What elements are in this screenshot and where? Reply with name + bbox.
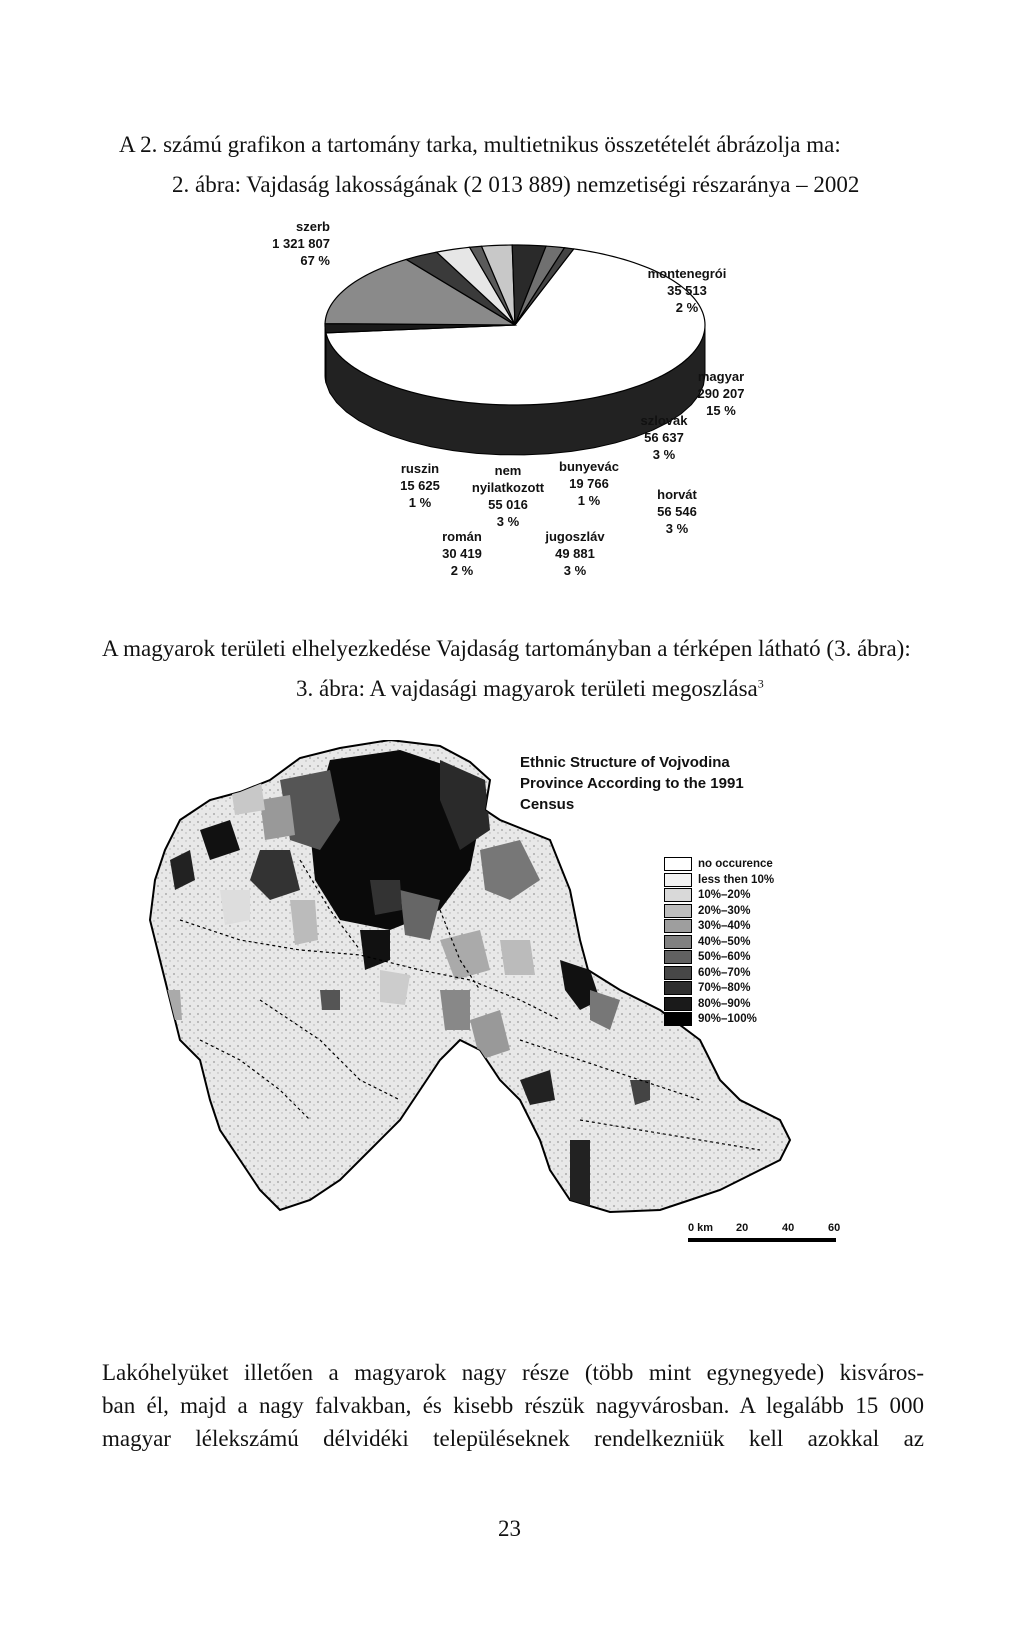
paragraph-line-1: Lakóhelyüket illetően a magyarok nagy része (több mint egynegyede) kisváros- — [102, 1360, 924, 1385]
label-magyar-percent: 15 % — [706, 403, 736, 418]
label-jugoszlav-name: jugoszláv — [545, 529, 605, 544]
label-magyar-value: 290 207 — [697, 386, 745, 401]
legend-row — [664, 904, 750, 918]
scale-label-20: 20 — [736, 1222, 749, 1234]
legend-label: 40%–50% — [698, 935, 751, 948]
legend-row — [664, 966, 750, 980]
label-jugoszlav-value: 49 881 — [555, 546, 595, 561]
label-nem-nyilatkozott — [458, 462, 558, 530]
label-montenegroi — [642, 265, 732, 316]
label-szlovak-percent: 3 % — [652, 447, 676, 462]
paragraph-line-3: magyar lélekszámú délvidéki településeknek rendelkezniük kell azokkal az — [102, 1426, 924, 1451]
label-horvat-percent: 3 % — [665, 521, 689, 536]
legend-swatch — [664, 904, 692, 918]
legend-swatch — [664, 966, 692, 980]
legend-label: 20%–30% — [698, 904, 751, 917]
label-nyilatkozott: nyilatkozott — [471, 480, 545, 495]
map-title — [520, 752, 744, 815]
label-horvat-name: horvát — [657, 487, 697, 502]
label-ruszin — [394, 460, 446, 511]
label-bunyevac — [556, 458, 622, 509]
intro-line: A 2. számú grafikon a tartomány tarka, multietnikus összetételét ábrázolja ma: — [119, 132, 841, 157]
legend-swatch — [664, 950, 692, 964]
label-roman-percent: 2 % — [450, 563, 474, 578]
map-intro-line: A magyarok területi elhelyezkedése Vajdaság tartományban a térképen látható (3. ábra): — [102, 636, 911, 661]
legend-row — [664, 997, 750, 1011]
legend-swatch — [664, 1012, 692, 1026]
legend-row — [664, 981, 750, 995]
legend-swatch — [664, 857, 692, 871]
label-magyar-name: magyar — [697, 369, 745, 384]
label-szerb-value: 1 321 807 — [272, 236, 330, 251]
scale-label-0: 0 km — [688, 1222, 714, 1234]
legend-swatch — [664, 888, 692, 902]
figure-3-caption: 3. ábra: A vajdasági magyarok területi megoszlása — [296, 676, 758, 701]
label-roman — [436, 528, 488, 579]
legend-row — [664, 950, 750, 964]
scale-bar — [688, 1222, 848, 1262]
legend-swatch — [664, 997, 692, 1011]
label-szerb — [260, 218, 330, 269]
legend-label: 70%–80% — [698, 982, 751, 994]
body-paragraph — [102, 1356, 924, 1455]
paragraph-line-2: ban él, majd a nagy falvakban, és kisebb részük nagyvárosban. A legalább 15 000 — [102, 1393, 924, 1418]
label-montenegroi-value: 35 513 — [667, 283, 707, 298]
map-title-line-1: Ethnic Structure of Vojvodina — [520, 754, 730, 771]
scale-label-60: 60 — [828, 1222, 841, 1234]
legend-swatch — [664, 873, 692, 887]
legend-label: 80%–90% — [698, 997, 751, 1010]
legend-row — [664, 873, 774, 887]
legend-swatch — [664, 935, 692, 949]
label-jugoszlav-percent: 3 % — [563, 563, 587, 578]
legend-label: 50%–60% — [698, 951, 751, 963]
label-bunyevac-percent: 1 % — [577, 493, 601, 508]
footnote-mark: 3 — [757, 676, 764, 691]
label-roman-value: 30 419 — [442, 546, 482, 561]
legend-label: 10%–20% — [698, 889, 751, 901]
label-montenegroi-percent: 2 % — [675, 300, 699, 315]
label-ruszin-name: ruszin — [400, 461, 440, 476]
legend-label: 30%–40% — [698, 920, 751, 932]
label-szerb-percent: 67 % — [300, 253, 330, 268]
label-szlovak-value: 56 637 — [644, 430, 684, 445]
label-ruszin-percent: 1 % — [408, 495, 432, 510]
label-bunyevac-name: bunyevác — [559, 459, 619, 474]
legend-row — [664, 888, 750, 902]
label-bunyevac-value: 19 766 — [569, 476, 609, 491]
legend-label: less then 10% — [698, 873, 775, 886]
label-ruszin-value: 15 625 — [400, 478, 440, 493]
label-magyar — [690, 368, 752, 419]
map-title-line-2: Province According to the 1991 — [520, 775, 744, 792]
label-horvat — [652, 486, 702, 537]
figure-3-caption-wrap — [296, 676, 764, 702]
label-roman-name: román — [442, 529, 482, 544]
page-number: 23 — [498, 1516, 521, 1541]
scale-line — [688, 1238, 836, 1242]
label-nem-nyilatkozott-value: 55 016 — [488, 497, 528, 512]
label-szlovak-name: szlovák — [640, 413, 688, 428]
scale-label-40: 40 — [782, 1222, 795, 1234]
label-nem-nyilatkozott-percent: 3 % — [496, 514, 520, 529]
legend-label: no occurence — [698, 858, 773, 870]
label-nem: nem — [494, 463, 522, 478]
figure-2-caption: 2. ábra: Vajdaság lakosságának (2 013 889) nemzetiségi részaránya – 2002 — [172, 172, 860, 197]
label-szlovak — [636, 412, 692, 463]
legend-label: 90%–100% — [698, 1013, 757, 1025]
legend-row — [664, 857, 773, 871]
map-title-line-3: Census — [520, 796, 575, 813]
legend-swatch — [664, 919, 692, 933]
map-legend — [664, 857, 824, 1037]
label-horvat-value: 56 546 — [657, 504, 697, 519]
legend-row — [664, 1012, 757, 1026]
legend-row — [664, 935, 750, 949]
label-szerb-name: szerb — [296, 219, 330, 234]
legend-swatch — [664, 981, 692, 995]
legend-label: 60%–70% — [698, 966, 751, 979]
legend-row — [664, 919, 750, 933]
label-jugoszlav — [538, 528, 612, 579]
label-montenegroi-name: montenegrói — [647, 266, 727, 281]
